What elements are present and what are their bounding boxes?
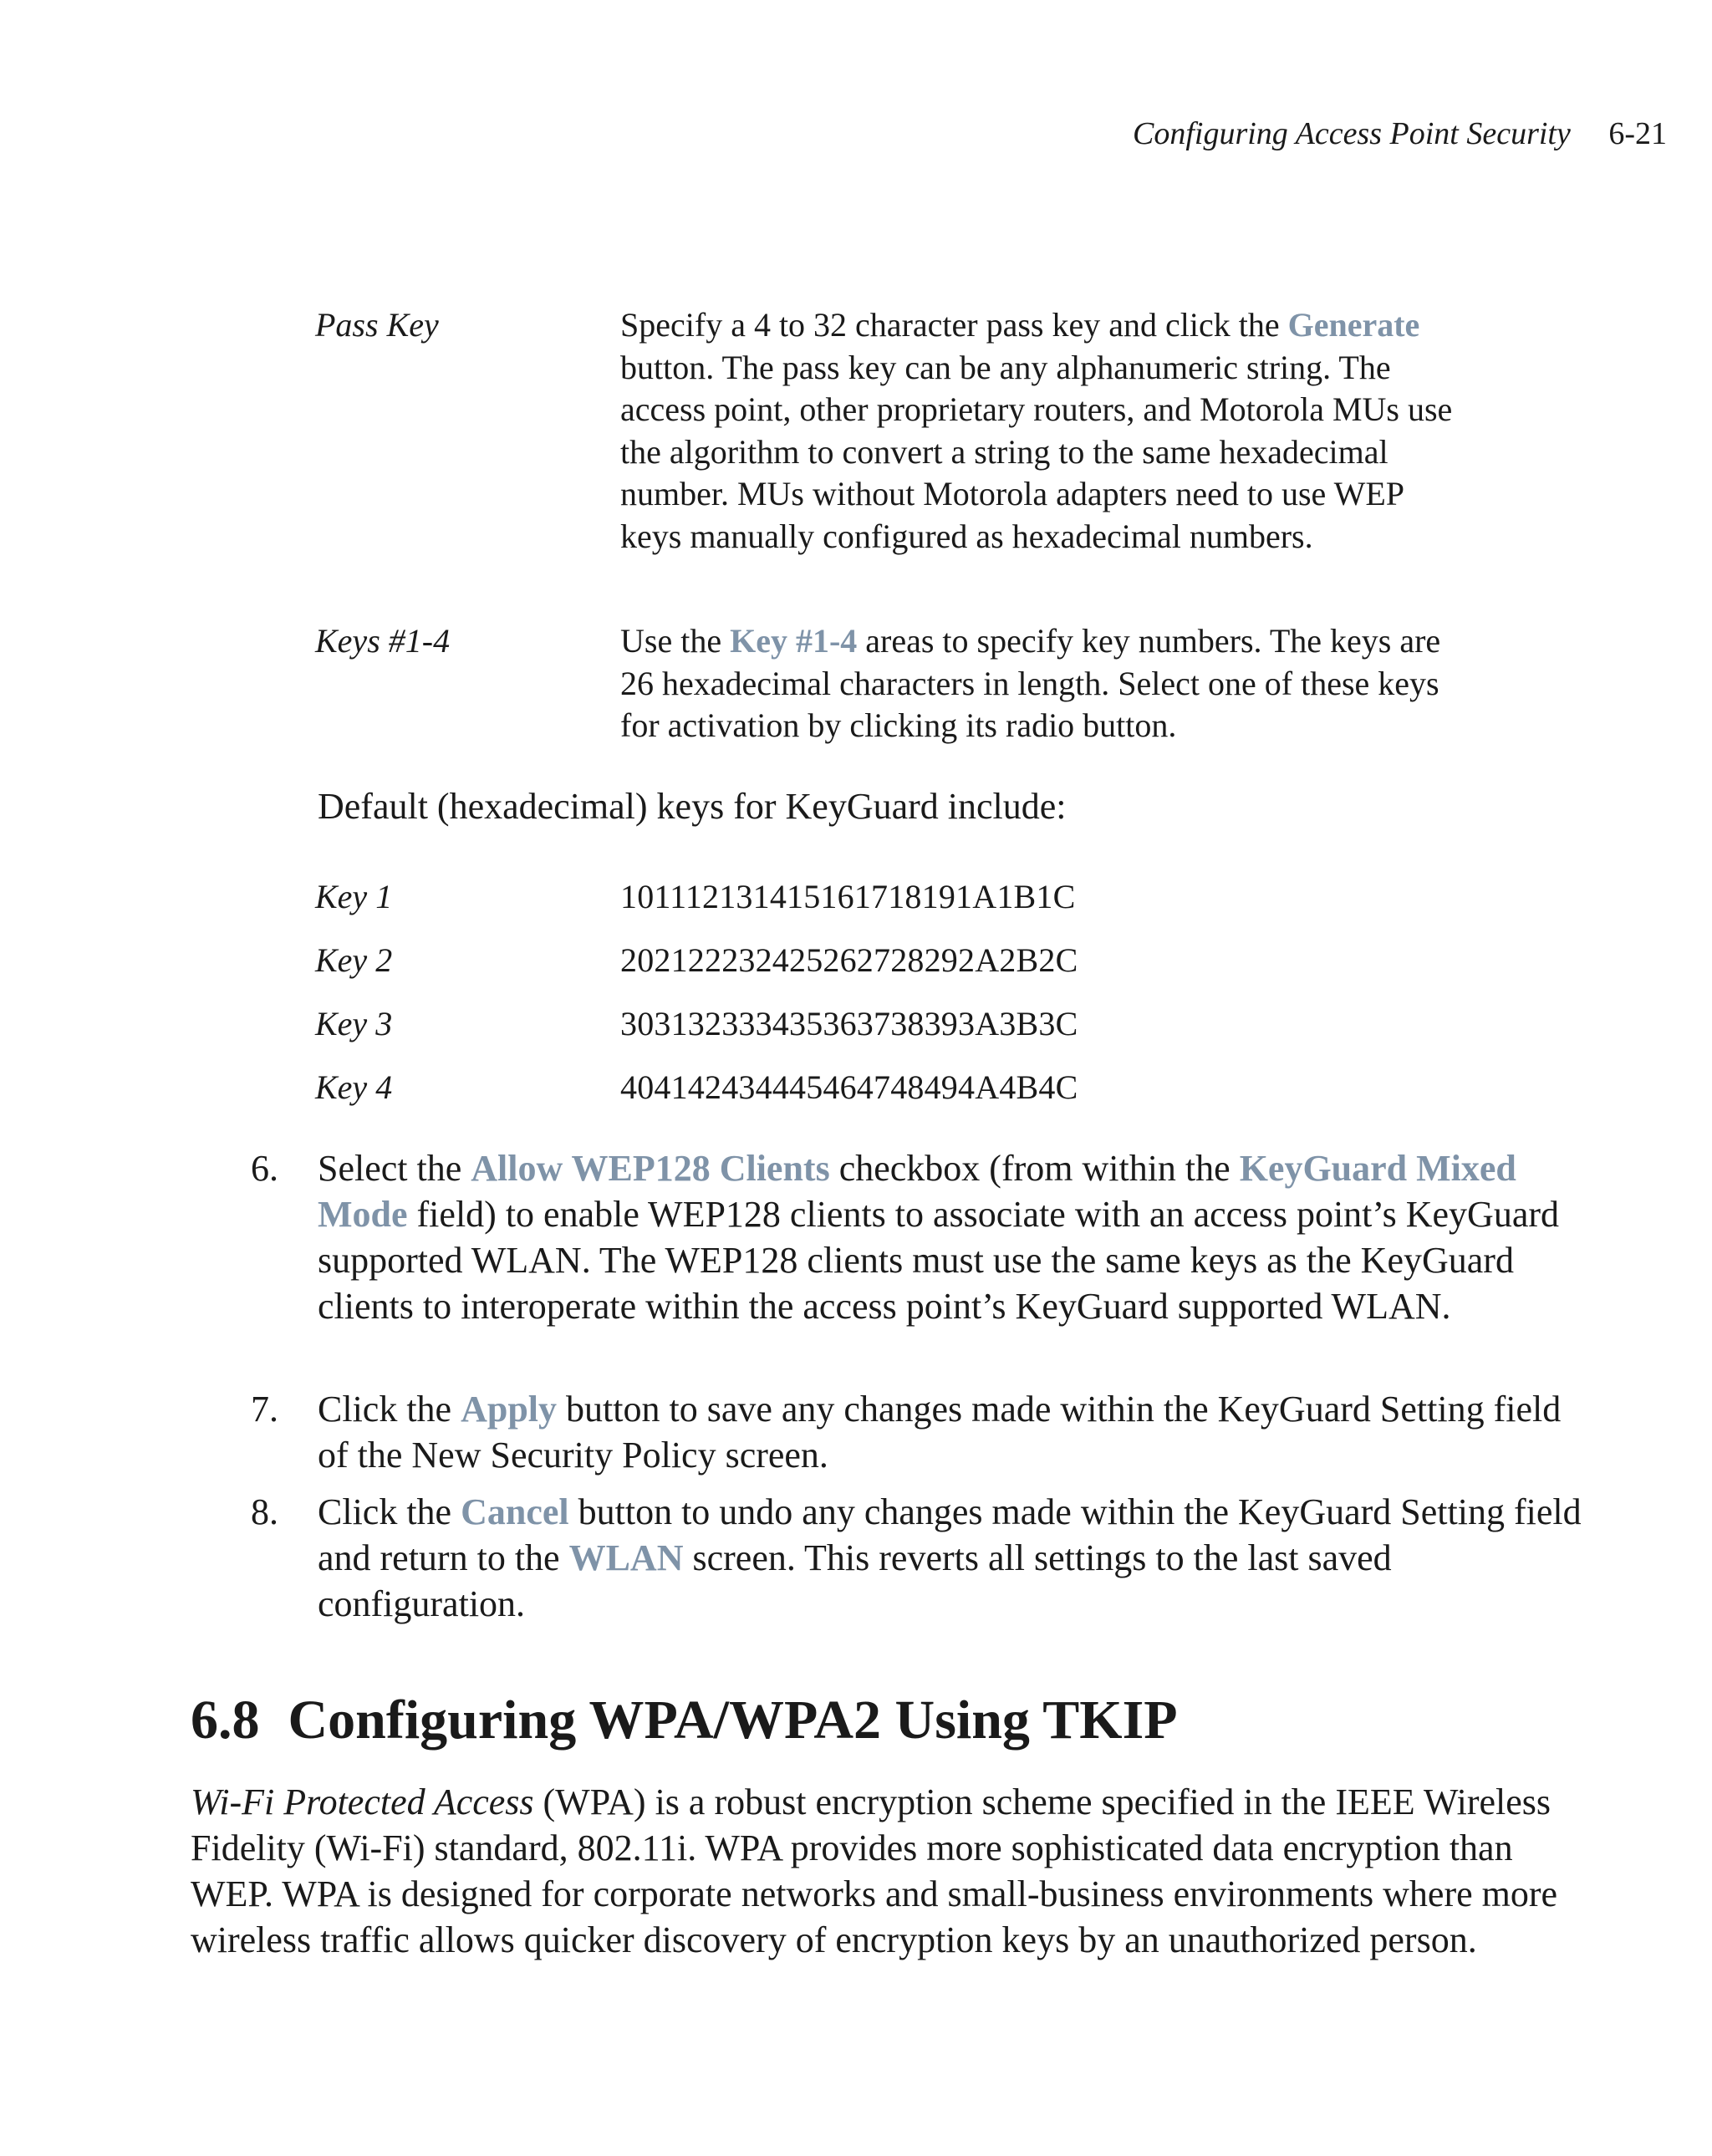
definition-row-pass-key bbox=[315, 304, 1469, 605]
generate-button-reference: Generate bbox=[1287, 306, 1420, 344]
key-label: Key 4 bbox=[315, 1068, 393, 1106]
cancel-button-reference: Cancel bbox=[461, 1491, 569, 1532]
key-label: Key 3 bbox=[315, 1005, 393, 1042]
section-heading bbox=[191, 1687, 1178, 1754]
definition-text: Use the bbox=[620, 622, 731, 660]
section-term: Wi-Fi Protected Access bbox=[191, 1781, 534, 1822]
keyguard-mixed-mode-reference: KeyGuard Mixed Mode bbox=[318, 1148, 1516, 1235]
step-text-part: field) to enable WEP128 clients to associate with an access point’s KeyGuard supported WLAN. The WEP128 clients must use the same keys as the KeyGuard clients to interoperate within the access point’s KeyGuard supported WLAN. bbox=[318, 1194, 1560, 1327]
definition-description bbox=[620, 304, 1465, 558]
step-text bbox=[318, 1489, 1588, 1627]
step-number: 8. bbox=[251, 1491, 278, 1532]
apply-button-reference: Apply bbox=[461, 1389, 558, 1430]
allow-wep128-clients-reference: Allow WEP128 Clients bbox=[471, 1148, 830, 1189]
definition-text: Specify a 4 to 32 character pass key and click the bbox=[620, 306, 1288, 344]
key-label: Key 1 bbox=[315, 878, 393, 915]
definition-description bbox=[620, 620, 1465, 747]
key-value: 101112131415161718191A1B1C bbox=[620, 878, 1076, 915]
step-text-part: Click the bbox=[318, 1389, 461, 1430]
section-title: Configuring WPA/WPA2 Using TKIP bbox=[288, 1690, 1178, 1751]
running-header bbox=[1133, 115, 1667, 152]
step-7 bbox=[251, 1386, 1588, 1482]
key-value: 202122232425262728292A2B2C bbox=[620, 941, 1078, 979]
page-number: 6-21 bbox=[1608, 116, 1667, 151]
key-value: 404142434445464748494A4B4C bbox=[620, 1068, 1078, 1106]
definition-text: areas to specify key numbers. The keys are 26 hexadecimal characters in length. Select one of these keys for activation by clicking its radio button. bbox=[620, 622, 1441, 744]
step-8 bbox=[251, 1489, 1588, 1631]
step-6 bbox=[251, 1145, 1588, 1379]
definition-text: button. The pass key can be any alphanumeric string. The access point, other proprietary routers, and Motorola MUs use the algorithm to convert a string to the same hexadecimal number. MUs without Motorola adapters need to use WEP keys manually configured as hexadecimal numbers. bbox=[620, 348, 1453, 555]
step-text-part: button to undo any changes made within the KeyGuard Setting field and return to the bbox=[318, 1491, 1582, 1578]
definition-term: Pass Key bbox=[315, 306, 439, 344]
wlan-screen-reference: WLAN bbox=[568, 1537, 684, 1578]
step-text bbox=[318, 1386, 1588, 1478]
section-body bbox=[191, 1779, 1595, 1963]
definition-term: Keys #1-4 bbox=[315, 622, 451, 660]
section-body-text: (WPA) is a robust encryption scheme specified in the IEEE Wireless Fidelity (Wi-Fi) standard, 802.11i. WPA provides more sophisticated data encryption than WEP. WPA is designed for corporate networks and small-business environments where more wireless traffic allows quicker discovery of encryption keys by an unauthorized person. bbox=[191, 1781, 1558, 1960]
step-number: 7. bbox=[251, 1389, 278, 1430]
step-text-part: screen. This reverts all settings to the last saved configuration. bbox=[318, 1537, 1392, 1624]
step-text-part: button to save any changes made within the KeyGuard Setting field of the New Security Policy screen. bbox=[318, 1389, 1562, 1476]
step-text-part: checkbox (from within the bbox=[829, 1148, 1240, 1189]
step-text bbox=[318, 1145, 1588, 1329]
key-areas-reference: Key #1-4 bbox=[730, 622, 858, 660]
step-text-part: Click the bbox=[318, 1491, 461, 1532]
default-keys-intro: Default (hexadecimal) keys for KeyGuard include: bbox=[318, 786, 1067, 827]
running-header-title: Configuring Access Point Security bbox=[1133, 116, 1571, 151]
section-number: 6.8 bbox=[191, 1690, 260, 1751]
key-value: 303132333435363738393A3B3C bbox=[620, 1005, 1078, 1042]
step-number: 6. bbox=[251, 1148, 278, 1189]
definition-row-keys bbox=[315, 620, 1469, 754]
step-text-part: Select the bbox=[318, 1148, 471, 1189]
key-label: Key 2 bbox=[315, 941, 393, 979]
